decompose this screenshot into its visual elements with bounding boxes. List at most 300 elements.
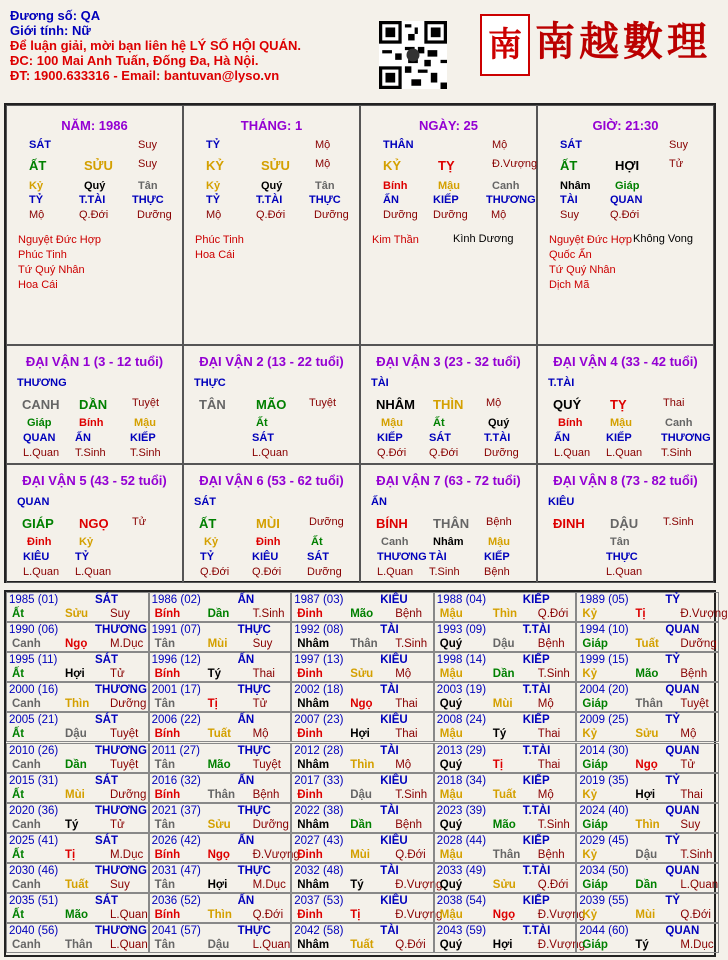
branch-phase: Mộ (486, 397, 502, 409)
luck-period-title: ĐẠI VẬN 1 (3 - 12 tuổi) (25, 354, 164, 369)
year-stem: Quý (439, 878, 463, 891)
year-label: 2029 (45) (579, 834, 629, 847)
hidden-god: TÀI (429, 551, 447, 563)
year-phase: Dưỡng (252, 818, 289, 831)
year-ten-god: TỶ (665, 774, 681, 787)
year-ten-god: KIÊU (380, 834, 408, 847)
year-stem: Canh (12, 698, 41, 711)
year-ten-god: QUAN (665, 684, 700, 697)
year-ten-god: T.TÀI (522, 684, 551, 697)
year-label: 1996 (12) (151, 654, 201, 667)
hidden-phase: Dưỡng (137, 209, 172, 221)
year-stem: Đinh (297, 848, 323, 861)
year-ten-god: TÀI (380, 864, 399, 877)
year-label: 2006 (22) (151, 714, 201, 727)
year-cell (149, 682, 292, 712)
year-ten-god: TÀI (380, 804, 399, 817)
year-cell (291, 712, 434, 742)
earthly-branch: HỢI (615, 158, 640, 173)
year-cell (6, 893, 149, 923)
auspicious-star: Kim Thần (372, 234, 419, 246)
year-stem: Mậu (439, 608, 463, 620)
heavenly-stem: NHÂM (376, 397, 415, 412)
year-label: 2034 (50) (579, 864, 629, 877)
year-label: 1990 (06) (9, 624, 59, 637)
ten-god-star: KIÊU (548, 496, 575, 508)
year-phase: Mộ (537, 698, 554, 711)
year-branch: Dậu (350, 788, 372, 801)
hidden-god: TỶ (75, 551, 90, 563)
hidden-stem: Quý (488, 417, 510, 429)
year-ten-god: ẤN (237, 774, 255, 787)
year-ten-god: QUAN (665, 804, 700, 817)
auspicious-star-list (195, 233, 244, 263)
hidden-stem: Tân (610, 536, 630, 548)
earthly-branch: TỴ (438, 158, 455, 173)
hidden-stem: Canh (381, 536, 409, 548)
year-ten-god: KIẾP (522, 654, 550, 667)
year-stem: Tân (154, 758, 176, 771)
hidden-god: ẤN (554, 432, 570, 444)
year-stem: Kỷ (582, 848, 598, 861)
star-phase: Mộ (492, 139, 508, 151)
year-branch: Mão (65, 909, 88, 921)
hidden-stem: Bính (383, 180, 408, 192)
year-stem: Mậu (439, 909, 463, 921)
year-branch: Ngọ (492, 909, 516, 921)
year-ten-god: TỶ (665, 714, 681, 727)
year-ten-god: SÁT (95, 654, 118, 667)
year-branch: Hợi (635, 788, 656, 801)
year-cell (6, 622, 149, 652)
ten-god-star: TỶ (206, 139, 221, 151)
year-phase: M.Dục (680, 939, 714, 952)
year-cell (434, 773, 577, 803)
earthly-branch: THÂN (433, 516, 470, 531)
year-label: 2035 (51) (9, 895, 59, 907)
year-cell (6, 592, 149, 622)
luck-period-cell (537, 345, 714, 464)
hidden-stem: Đinh (256, 536, 281, 548)
year-stem: Canh (12, 939, 41, 952)
year-branch: Tuất (635, 638, 659, 651)
year-branch: Dậu (635, 848, 658, 861)
year-label: 1991 (07) (151, 624, 201, 637)
year-phase: T.Sinh (395, 788, 428, 801)
year-phase: Thai (252, 668, 275, 681)
year-phase: Đ.Vượng (537, 939, 585, 952)
year-stem: Kỷ (582, 728, 598, 741)
year-branch: Tý (65, 818, 79, 831)
year-label: 2032 (48) (294, 864, 344, 877)
luck-period-title: ĐẠI VẬN 5 (43 - 52 tuổi) (22, 473, 167, 488)
hidden-god: TÀI (560, 194, 578, 206)
luck-period-cell (6, 345, 183, 464)
star-phase: Mộ (315, 139, 331, 151)
year-phase: Tử (252, 698, 268, 711)
year-cell (149, 833, 300, 863)
year-branch: Sửu (65, 608, 89, 620)
year-stem: Quý (439, 638, 463, 651)
pillar-cell (360, 105, 537, 345)
year-ten-god: ẤN (237, 834, 255, 847)
year-stem: Giáp (582, 638, 608, 651)
year-cell (434, 682, 577, 712)
pillar-title: GIỜ: 21:30 (592, 118, 659, 133)
year-phase: Đ.Vượng (680, 608, 728, 620)
year-cell (149, 803, 292, 833)
hidden-stem: Mậu (134, 417, 156, 429)
year-ten-god: T.TÀI (522, 925, 551, 938)
hidden-phase: Mộ (29, 209, 45, 221)
year-ten-god: THỰC (237, 684, 271, 697)
year-cell (291, 622, 434, 652)
year-stem: Canh (12, 638, 41, 651)
year-ten-god: THƯƠNG (95, 925, 147, 938)
year-ten-god: SÁT (95, 834, 118, 847)
hidden-god: KIẾP (606, 432, 632, 444)
year-cell (576, 712, 719, 742)
year-phase: Thai (537, 728, 561, 741)
earthly-branch: TỴ (610, 397, 627, 412)
year-cell (576, 773, 719, 803)
year-branch: Tý (635, 939, 649, 952)
year-label: 2030 (46) (9, 864, 59, 877)
year-phase: Đ.Vượng (395, 878, 443, 891)
hidden-stem: Kỷ (206, 180, 221, 192)
ten-god-star: T.TÀI (548, 377, 575, 389)
year-cell (576, 833, 719, 863)
year-label: 2005 (21) (9, 714, 59, 727)
hidden-god: T.TÀI (79, 194, 106, 206)
year-cell (434, 622, 577, 652)
year-cell (291, 592, 434, 622)
year-branch: Hợi (207, 878, 228, 891)
year-cell (291, 773, 434, 803)
year-label: 2000 (16) (9, 684, 59, 697)
heavenly-stem: GIÁP (22, 516, 54, 531)
auspicious-star: Hoa Cái (195, 249, 235, 261)
ten-god-star: SÁT (560, 139, 582, 151)
year-stem: Bính (154, 788, 181, 801)
year-label: 2011 (27) (151, 744, 200, 757)
year-ten-god: THỰC (237, 624, 271, 637)
year-phase: T.Sinh (252, 608, 285, 620)
hidden-stem: Tân (138, 180, 158, 192)
year-branch: Mùi (492, 698, 513, 711)
year-ten-god: THƯƠNG (95, 804, 147, 817)
year-phase: Bệnh (537, 638, 565, 651)
year-branch: Mão (635, 668, 659, 681)
year-ten-god: TÀI (380, 684, 399, 697)
year-ten-god: TỶ (665, 895, 681, 907)
owner-name: Đương số: QA (10, 8, 101, 23)
year-branch: Dần (492, 668, 515, 681)
hidden-stem: Giáp (27, 417, 52, 429)
pillar-cell (6, 105, 183, 345)
year-label: 2041 (57) (151, 925, 201, 938)
year-cell (6, 923, 149, 953)
hidden-stem: Nhâm (560, 180, 591, 192)
branch-phase: Tuyệt (132, 397, 160, 409)
branch-phase: Đ.Vượng (492, 158, 538, 170)
year-cell (576, 592, 728, 622)
year-label: 2019 (35) (579, 774, 629, 787)
year-stem: Ất (12, 668, 25, 681)
year-stem: Nhâm (297, 878, 330, 891)
year-stem: Canh (12, 818, 41, 831)
year-cell (6, 803, 149, 833)
year-stem: Đinh (297, 728, 323, 741)
year-stem: Nhâm (297, 758, 330, 771)
year-cell (291, 893, 443, 923)
auspicious-star-list (372, 233, 419, 248)
year-phase: Đ.Vượng (252, 848, 300, 861)
hidden-god: ẤN (75, 432, 91, 444)
year-phase: Tuyệt (252, 758, 281, 771)
auspicious-star: Kình Dương (453, 233, 514, 245)
hidden-phase: Q.Đới (252, 566, 282, 578)
year-stem: Ất (12, 788, 25, 801)
qr-code[interactable] (379, 21, 447, 89)
auspicious-star: Hoa Cái (18, 279, 58, 291)
hidden-stem: Quý (261, 180, 283, 192)
luck-period-cell (183, 345, 360, 464)
year-phase: L.Quan (252, 939, 291, 952)
year-cell (291, 923, 434, 953)
hidden-god: THƯƠNG (661, 432, 711, 444)
year-stem: Tân (154, 939, 176, 952)
year-cell (576, 622, 719, 652)
year-cell (434, 743, 577, 773)
hidden-phase: Mộ (206, 209, 222, 221)
year-phase: Suy (252, 638, 273, 651)
auspicious-star: Tứ Quý Nhân (549, 264, 616, 276)
year-label: 1986 (02) (151, 594, 201, 606)
year-cell (149, 893, 292, 923)
year-stem: Kỷ (582, 788, 598, 801)
year-branch: Tị (207, 698, 218, 711)
year-stem: Kỷ (582, 909, 598, 921)
year-cell (149, 743, 292, 773)
year-stem: Tân (154, 818, 176, 831)
year-phase: Bệnh (395, 608, 423, 620)
year-cell (291, 743, 434, 773)
yearly-table (4, 590, 728, 957)
year-phase: Mộ (395, 668, 412, 681)
hidden-stem: Giáp (615, 180, 640, 192)
year-branch: Dậu (65, 728, 87, 741)
hidden-phase: Dưỡng (314, 209, 349, 221)
luck-period-cell (537, 464, 714, 583)
year-label: 2015 (31) (9, 774, 59, 787)
year-branch: Mão (492, 818, 516, 831)
year-ten-god: KIÊU (380, 895, 408, 907)
hidden-god: SÁT (429, 432, 451, 444)
year-ten-god: QUAN (665, 624, 700, 637)
year-phase: Q.Đới (252, 909, 284, 921)
year-stem: Bính (154, 668, 181, 681)
auspicious-star-list (18, 233, 101, 293)
hidden-god: TỶ (200, 551, 215, 563)
year-branch: Thìn (492, 608, 518, 620)
year-phase: M.Dục (110, 848, 144, 861)
year-cell (6, 863, 149, 893)
year-label: 2017 (33) (294, 774, 344, 787)
hidden-stem: Canh (665, 417, 693, 429)
earthly-branch: MÃO (256, 397, 287, 412)
year-branch: Tuất (350, 939, 374, 952)
year-cell (434, 833, 577, 863)
year-label: 2031 (47) (151, 864, 201, 877)
year-label: 2004 (20) (579, 684, 629, 697)
year-ten-god: SÁT (95, 594, 118, 606)
auspicious-star: Phúc Tinh (195, 234, 244, 246)
year-phase: M.Dục (110, 638, 144, 651)
year-branch: Hợi (492, 939, 513, 952)
year-cell (576, 923, 719, 953)
earthly-branch: SỬU (84, 158, 113, 173)
branch-phase: Tuyệt (309, 397, 337, 409)
year-stem: Quý (439, 698, 463, 711)
year-ten-god: TỶ (665, 654, 681, 667)
hidden-phase: Dưỡng (484, 447, 519, 459)
year-stem: Đinh (297, 909, 323, 921)
hidden-god: KIẾP (433, 194, 459, 206)
year-stem: Mậu (439, 668, 463, 681)
year-branch: Ngọ (65, 638, 88, 651)
hidden-stem: Nhâm (433, 536, 464, 548)
year-cell (6, 833, 149, 863)
year-phase: Tử (110, 818, 125, 831)
year-branch: Dần (65, 758, 87, 771)
year-cell (576, 743, 719, 773)
year-phase: L.Quan (110, 909, 148, 921)
year-branch: Dậu (207, 939, 230, 952)
year-stem: Quý (439, 818, 463, 831)
auspicious-star: Quốc Ấn (549, 249, 592, 261)
earthly-branch: NGỌ (79, 516, 109, 531)
year-branch: Mùi (350, 848, 370, 861)
year-ten-god: TÀI (380, 744, 399, 757)
earthly-branch: DẦN (79, 397, 108, 412)
year-label: 1988 (04) (436, 594, 487, 606)
hidden-phase: Dưỡng (433, 209, 468, 221)
year-ten-god: TÀI (380, 925, 399, 938)
year-phase: T.Sinh (537, 668, 570, 681)
hidden-stem: Ất (433, 417, 445, 429)
year-stem: Nhâm (297, 818, 330, 831)
year-phase: Thai (680, 788, 703, 801)
year-label: 2028 (44) (436, 834, 487, 847)
hidden-phase: Bệnh (484, 566, 510, 578)
hidden-stem: Mậu (488, 536, 510, 548)
year-stem: Kỷ (582, 608, 598, 620)
hidden-phase: Q.Đới (377, 447, 407, 459)
hidden-phase: L.Quan (23, 566, 60, 578)
hidden-phase: Dưỡng (383, 209, 418, 221)
auspicious-star: Nguyệt Đức Hợp (549, 234, 633, 246)
year-label: 1993 (09) (436, 624, 487, 637)
year-ten-god: THỰC (237, 864, 271, 877)
heavenly-stem: ĐINH (553, 516, 585, 531)
hidden-stem: Kỷ (79, 536, 94, 548)
year-cell (291, 682, 434, 712)
hidden-stem: Đinh (27, 536, 52, 548)
year-stem: Giáp (582, 758, 608, 771)
year-stem: Giáp (582, 939, 608, 952)
year-label: 2023 (39) (436, 804, 487, 817)
ten-god-star: THÂN (383, 139, 414, 151)
year-label: 1992 (08) (294, 624, 344, 637)
year-branch: Tuất (207, 728, 232, 741)
phone-email[interactable]: ĐT: 1900.633316 - Email: bantuvan@lyso.vn (10, 68, 280, 83)
year-label: 2009 (25) (579, 714, 629, 727)
year-ten-god: TÀI (380, 624, 399, 637)
year-label: 1985 (01) (9, 594, 59, 606)
hidden-phase: L.Quan (23, 447, 60, 459)
year-cell (6, 682, 149, 712)
year-branch: Tuất (492, 788, 517, 801)
year-label: 2025 (41) (9, 834, 59, 847)
year-stem: Tân (154, 878, 176, 891)
year-label: 1995 (11) (9, 654, 58, 667)
year-phase: Tuyệt (680, 698, 709, 711)
year-cell (576, 863, 719, 893)
year-ten-god: KIÊU (380, 714, 408, 727)
hidden-stem: Canh (492, 180, 520, 192)
year-phase: Dưỡng (680, 638, 717, 651)
year-stem: Bính (154, 848, 181, 861)
branch-phase: Mộ (315, 158, 331, 170)
luck-period-cell (360, 464, 537, 583)
year-label: 2024 (40) (579, 804, 629, 817)
hidden-phase: Dưỡng (307, 566, 342, 578)
year-branch: Ngọ (207, 848, 230, 861)
year-stem: Nhâm (297, 698, 330, 711)
year-branch: Dần (350, 818, 372, 831)
earthly-branch: THÌN (433, 397, 464, 412)
year-ten-god: THƯƠNG (95, 684, 147, 697)
year-label: 2037 (53) (294, 895, 344, 907)
earthly-branch: MÙI (256, 516, 280, 531)
year-stem: Quý (439, 939, 463, 952)
year-label: 2021 (37) (151, 804, 201, 817)
hidden-phase: Q.Đới (256, 209, 286, 221)
year-stem: Tân (154, 698, 176, 711)
year-branch: Mùi (635, 909, 656, 921)
year-phase: Tử (110, 668, 125, 681)
hidden-phase: L.Quan (606, 566, 643, 578)
year-ten-god: THỰC (237, 744, 271, 757)
year-branch: Tý (207, 668, 222, 681)
year-branch: Tị (350, 909, 361, 921)
year-branch: Thân (65, 939, 93, 952)
year-ten-god: KIẾP (522, 895, 550, 907)
luck-period-title: ĐẠI VẬN 8 (73 - 82 tuổi) (553, 473, 698, 488)
year-ten-god: THƯƠNG (95, 744, 147, 757)
year-cell (149, 622, 292, 652)
luck-period-title: ĐẠI VẬN 4 (33 - 42 tuổi) (553, 354, 698, 369)
ten-god-star: THỰC (194, 377, 226, 389)
year-phase: Q.Đới (537, 608, 569, 620)
hidden-stem: Ất (256, 417, 268, 429)
year-ten-god: T.TÀI (522, 624, 551, 637)
year-ten-god: ẤN (237, 895, 255, 907)
year-ten-god: TỶ (665, 834, 681, 847)
hidden-stem: Tân (315, 180, 335, 192)
year-cell (576, 893, 719, 923)
